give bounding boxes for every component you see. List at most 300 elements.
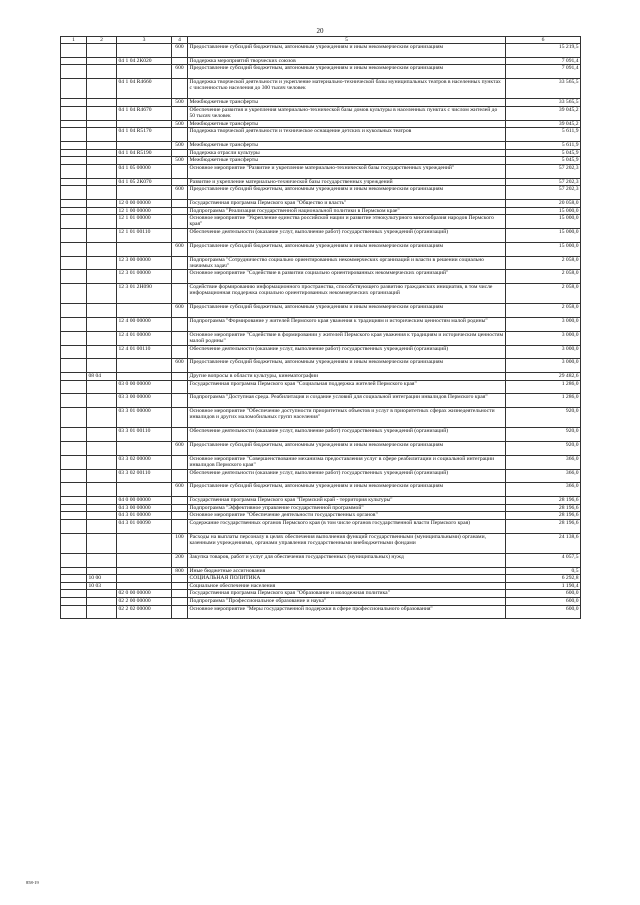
cell-section-code: [87, 380, 117, 394]
cell-blank: [61, 106, 87, 120]
cell-target-article: 03 3 02 00110: [117, 469, 172, 483]
cell-amount: 24 138,6: [506, 533, 581, 553]
table-body: [61, 44, 581, 619]
cell-target-article: 03 3 02 00000: [117, 455, 172, 469]
cell-name: Обеспечение развития и укрепления материально-технической базы домов культуры в населенных пунктах с числом жителей до 50 тысяч человек: [188, 106, 506, 120]
cell-blank: [61, 178, 87, 186]
cell-expense-type: [172, 331, 188, 345]
cell-amount: 2 058,0: [506, 304, 581, 318]
table-row: [61, 428, 581, 442]
cell-expense-type: 500: [172, 120, 188, 128]
cell-section-code: [87, 605, 117, 619]
cell-section-code: [87, 304, 117, 318]
table-row: [61, 504, 581, 512]
table-row: [61, 520, 581, 534]
cell-target-article: 04 1 05 2К070: [117, 178, 172, 186]
cell-section-code: [87, 598, 117, 606]
cell-blank: [61, 373, 87, 381]
cell-target-article: [117, 442, 172, 456]
column-header: 3: [117, 37, 172, 44]
cell-blank: [61, 228, 87, 242]
cell-blank: [61, 199, 87, 207]
cell-expense-type: [172, 598, 188, 606]
cell-blank: [61, 270, 87, 284]
column-header: 1: [61, 37, 87, 44]
cell-section-code: [87, 428, 117, 442]
cell-name: Другие вопросы в области культуры, кинематографии: [188, 373, 506, 381]
cell-blank: [61, 483, 87, 497]
cell-target-article: [117, 186, 172, 200]
cell-expense-type: 500: [172, 141, 188, 149]
cell-amount: 39 045,2: [506, 120, 581, 128]
cell-amount: 5 611,9: [506, 141, 581, 149]
cell-target-article: 12 4 01 00110: [117, 345, 172, 359]
cell-expense-type: [172, 270, 188, 284]
table-row: [61, 394, 581, 408]
cell-name: Предоставление субсидий бюджетным, автономным учреждениям и иным некоммерческим организациям: [188, 304, 506, 318]
cell-amount: 2 058,0: [506, 284, 581, 304]
cell-amount: 20 058,0: [506, 199, 581, 207]
cell-name: Обеспечение деятельности (оказание услуг, выполнение работ) государственных учреждений (организаций): [188, 428, 506, 442]
cell-target-article: [117, 373, 172, 381]
cell-amount: 600,0: [506, 598, 581, 606]
cell-amount: 39 045,2: [506, 106, 581, 120]
cell-amount: 1 190,4: [506, 582, 581, 590]
cell-target-article: 04 1 05 00000: [117, 164, 172, 178]
cell-amount: 15 000,0: [506, 207, 581, 215]
cell-target-article: [117, 582, 172, 590]
cell-amount: 4 057,5: [506, 553, 581, 567]
cell-section-code: [87, 141, 117, 149]
cell-expense-type: [172, 408, 188, 428]
cell-expense-type: [172, 345, 188, 359]
cell-expense-type: [172, 575, 188, 583]
cell-target-article: [117, 65, 172, 79]
cell-name: Предоставление субсидий бюджетным, автономным учреждениям и иным некоммерческим организациям: [188, 44, 506, 58]
cell-section-code: 10 03: [87, 582, 117, 590]
cell-name: Предоставление субсидий бюджетным, автономным учреждениям и иным некоммерческим организациям: [188, 359, 506, 373]
table-row: [61, 120, 581, 128]
cell-blank: [61, 590, 87, 598]
cell-name: Обеспечение деятельности (оказание услуг, выполнение работ) государственных учреждений (организаций): [188, 469, 506, 483]
table-row: [61, 483, 581, 497]
cell-blank: [61, 469, 87, 483]
table-row: [61, 141, 581, 149]
cell-section-code: 10 00: [87, 575, 117, 583]
cell-name: Подпрограмма "Реализация государственной национальной политики в Пермском крае": [188, 207, 506, 215]
cell-section-code: [87, 504, 117, 512]
cell-blank: [61, 331, 87, 345]
cell-target-article: 04 3 01 00000: [117, 512, 172, 520]
cell-expense-type: [172, 207, 188, 215]
cell-blank: [61, 242, 87, 256]
cell-expense-type: [172, 128, 188, 142]
cell-target-article: 12 3 00 00000: [117, 256, 172, 270]
cell-section-code: [87, 483, 117, 497]
cell-target-article: 12 3 01 2Н090: [117, 284, 172, 304]
table-row: [61, 598, 581, 606]
cell-blank: [61, 57, 87, 65]
cell-amount: 3 000,0: [506, 331, 581, 345]
table-row: [61, 149, 581, 157]
cell-blank: [61, 65, 87, 79]
cell-name: Поддержка отрасли культуры: [188, 149, 506, 157]
cell-expense-type: 600: [172, 483, 188, 497]
cell-blank: [61, 256, 87, 270]
cell-amount: 2 058,0: [506, 256, 581, 270]
cell-amount: 920,0: [506, 408, 581, 428]
column-header: 2: [87, 37, 117, 44]
table-row: [61, 228, 581, 242]
cell-name: Основное мероприятие "Меры государственной поддержки в сфере профессионального образования": [188, 605, 506, 619]
table-row: [61, 605, 581, 619]
cell-target-article: 12 1 01 00110: [117, 228, 172, 242]
cell-expense-type: 600: [172, 186, 188, 200]
table-row: [61, 575, 581, 583]
cell-target-article: 12 1 00 00000: [117, 207, 172, 215]
cell-target-article: 12 0 00 00000: [117, 199, 172, 207]
cell-amount: 3 000,0: [506, 345, 581, 359]
budget-table-container: [60, 36, 580, 619]
cell-section-code: [87, 120, 117, 128]
cell-blank: [61, 304, 87, 318]
cell-amount: 600,0: [506, 605, 581, 619]
cell-expense-type: [172, 497, 188, 505]
table-row: [61, 128, 581, 142]
cell-name: Подпрограмма "Формирование у жителей Пермского края уважения к традициям и историческим ценностям малой родины": [188, 317, 506, 331]
cell-target-article: [117, 141, 172, 149]
cell-amount: 5 611,9: [506, 128, 581, 142]
cell-name: Предоставление субсидий бюджетным, автономным учреждениям и иным некоммерческим организациям: [188, 186, 506, 200]
cell-blank: [61, 99, 87, 107]
cell-blank: [61, 575, 87, 583]
column-header: 6: [506, 37, 581, 44]
cell-amount: 57 202,3: [506, 186, 581, 200]
cell-target-article: 04 1 04 R4670: [117, 106, 172, 120]
cell-blank: [61, 605, 87, 619]
cell-name: Основное мероприятие "Содействие в формировании у жителей Пермского края уважения к традициям и историческим ценностям малой родины": [188, 331, 506, 345]
cell-amount: 57 202,3: [506, 178, 581, 186]
cell-expense-type: [172, 106, 188, 120]
cell-blank: [61, 79, 87, 99]
table-row: [61, 256, 581, 270]
cell-section-code: [87, 157, 117, 165]
table-row: [61, 270, 581, 284]
cell-amount: 33 565,5: [506, 99, 581, 107]
cell-blank: [61, 380, 87, 394]
cell-section-code: [87, 242, 117, 256]
cell-target-article: 02 2 02 00000: [117, 605, 172, 619]
cell-amount: 15 000,0: [506, 228, 581, 242]
table-row: [61, 186, 581, 200]
table-row: [61, 106, 581, 120]
table-row: [61, 164, 581, 178]
cell-name: Содействие формированию информационного пространства, способствующего развитию гражданских инициатив, в том числе информационная поддержка социально ориентированных некоммерческих организаций: [188, 284, 506, 304]
cell-blank: [61, 442, 87, 456]
cell-section-code: [87, 317, 117, 331]
cell-expense-type: 600: [172, 44, 188, 58]
cell-target-article: [117, 304, 172, 318]
cell-blank: [61, 567, 87, 575]
cell-blank: [61, 284, 87, 304]
cell-amount: 57 202,3: [506, 164, 581, 178]
cell-name: Основное мероприятие "Содействие в развитии социально ориентированных некоммерческих организаций": [188, 270, 506, 284]
table-row: [61, 380, 581, 394]
budget-table: [60, 36, 581, 619]
cell-target-article: 12 4 00 00000: [117, 317, 172, 331]
table-row: [61, 242, 581, 256]
cell-section-code: [87, 106, 117, 120]
table-row: [61, 582, 581, 590]
cell-amount: 0,5: [506, 567, 581, 575]
cell-expense-type: [172, 57, 188, 65]
table-row: [61, 79, 581, 99]
cell-amount: 6 292,8: [506, 575, 581, 583]
cell-name: Основное мероприятие "Развитие и укрепление материально-технической базы государственных учреждений": [188, 164, 506, 178]
cell-section-code: [87, 359, 117, 373]
cell-section-code: [87, 533, 117, 553]
cell-expense-type: [172, 582, 188, 590]
cell-blank: [61, 44, 87, 58]
cell-blank: [61, 141, 87, 149]
table-row: [61, 215, 581, 229]
cell-expense-type: 800: [172, 567, 188, 575]
cell-amount: 366,0: [506, 455, 581, 469]
cell-name: Поддержка мероприятий творческих союзов: [188, 57, 506, 65]
cell-section-code: [87, 128, 117, 142]
cell-section-code: [87, 408, 117, 428]
cell-expense-type: 500: [172, 99, 188, 107]
cell-name: СОЦИАЛЬНАЯ ПОЛИТИКА: [188, 575, 506, 583]
cell-section-code: [87, 520, 117, 534]
cell-target-article: 03 0 00 00000: [117, 380, 172, 394]
cell-name: Предоставление субсидий бюджетным, автономным учреждениям и иным некоммерческим организациям: [188, 242, 506, 256]
cell-target-article: 04 3 01 00090: [117, 520, 172, 534]
cell-section-code: [87, 186, 117, 200]
cell-blank: [61, 215, 87, 229]
cell-blank: [61, 598, 87, 606]
cell-blank: [61, 149, 87, 157]
cell-blank: [61, 553, 87, 567]
cell-section-code: [87, 394, 117, 408]
cell-amount: 3 000,0: [506, 359, 581, 373]
table-row: [61, 590, 581, 598]
cell-target-article: [117, 359, 172, 373]
cell-blank: [61, 408, 87, 428]
cell-amount: 2 058,0: [506, 270, 581, 284]
cell-expense-type: [172, 520, 188, 534]
cell-name: Предоставление субсидий бюджетным, автономным учреждениям и иным некоммерческим организациям: [188, 65, 506, 79]
cell-name: Подпрограмма "Профессиональное образование и наука": [188, 598, 506, 606]
cell-name: Основное мероприятие "Обеспечение доступности приоритетных объектов и услуг в приоритетных сферах жизнедеятельности инвалидов и других маломобильных групп населения": [188, 408, 506, 428]
table-row: [61, 44, 581, 58]
cell-blank: [61, 120, 87, 128]
cell-target-article: [117, 553, 172, 567]
cell-amount: 15 219,5: [506, 44, 581, 58]
cell-name: Поддержка творческой деятельности и укрепление материально-технической базы муниципальных театров в населенных пунктах с численностью населения до 300 тысяч человек: [188, 79, 506, 99]
cell-amount: 7 091,4: [506, 57, 581, 65]
cell-amount: 1 286,0: [506, 394, 581, 408]
table-row: [61, 553, 581, 567]
table-row: [61, 567, 581, 575]
cell-blank: [61, 207, 87, 215]
cell-target-article: [117, 99, 172, 107]
column-header-row: [61, 37, 581, 44]
cell-amount: 5 045,9: [506, 157, 581, 165]
cell-expense-type: [172, 504, 188, 512]
table-row: [61, 57, 581, 65]
cell-amount: 29 482,6: [506, 373, 581, 381]
cell-expense-type: [172, 512, 188, 520]
table-row: [61, 359, 581, 373]
table-row: [61, 284, 581, 304]
cell-section-code: [87, 207, 117, 215]
cell-target-article: 04 1 04 R5190: [117, 149, 172, 157]
cell-expense-type: [172, 428, 188, 442]
cell-expense-type: [172, 149, 188, 157]
cell-expense-type: [172, 455, 188, 469]
cell-target-article: 04 1 04 R4660: [117, 79, 172, 99]
cell-amount: 920,0: [506, 428, 581, 442]
table-row: [61, 469, 581, 483]
cell-name: Содержание государственных органов Пермского края (в том числе органов государственной власти Пермского края): [188, 520, 506, 534]
cell-target-article: [117, 44, 172, 58]
cell-blank: [61, 157, 87, 165]
cell-expense-type: 600: [172, 442, 188, 456]
cell-name: Межбюджетные трансферты: [188, 141, 506, 149]
cell-target-article: 03 3 01 00000: [117, 408, 172, 428]
cell-name: Предоставление субсидий бюджетным, автономным учреждениям и иным некоммерческим организациям: [188, 442, 506, 456]
cell-target-article: 04 1 04 2К020: [117, 57, 172, 65]
cell-blank: [61, 359, 87, 373]
cell-section-code: [87, 256, 117, 270]
cell-name: Основное мероприятие "Обеспечение деятельности государственных органов": [188, 512, 506, 520]
cell-blank: [61, 186, 87, 200]
cell-name: Государственная программа Пермского края "Пермский край - территория культуры": [188, 497, 506, 505]
cell-name: Межбюджетные трансферты: [188, 157, 506, 165]
cell-expense-type: 600: [172, 304, 188, 318]
cell-section-code: [87, 65, 117, 79]
table-row: [61, 99, 581, 107]
table-row: [61, 178, 581, 186]
cell-section-code: 08 04: [87, 373, 117, 381]
cell-name: Государственная программа Пермского края "Образование и молодежная политика": [188, 590, 506, 598]
cell-target-article: 02 0 00 00000: [117, 590, 172, 598]
cell-amount: 7 091,4: [506, 65, 581, 79]
cell-expense-type: [172, 79, 188, 99]
cell-name: Расходы на выплаты персоналу в целях обеспечения выполнения функций государственными (муниципальными) органами, казенными учреждениями, органами управления государственными внебюджетными фондами: [188, 533, 506, 553]
cell-target-article: 03 3 00 00000: [117, 394, 172, 408]
cell-expense-type: 100: [172, 533, 188, 553]
cell-section-code: [87, 567, 117, 575]
cell-target-article: 12 4 01 00000: [117, 331, 172, 345]
cell-section-code: [87, 228, 117, 242]
cell-blank: [61, 317, 87, 331]
cell-target-article: [117, 242, 172, 256]
table-row: [61, 497, 581, 505]
cell-amount: 15 000,0: [506, 215, 581, 229]
cell-name: Государственная программа Пермского края "Социальная поддержка жителей Пермского края": [188, 380, 506, 394]
cell-name: Подпрограмма "Сотрудничество социально ориентированных некоммерческих организаций и власти в решении социально значимых задач": [188, 256, 506, 270]
cell-target-article: 12 1 01 00000: [117, 215, 172, 229]
cell-target-article: 02 2 00 00000: [117, 598, 172, 606]
cell-section-code: [87, 497, 117, 505]
cell-expense-type: 600: [172, 359, 188, 373]
cell-blank: [61, 164, 87, 178]
cell-expense-type: [172, 178, 188, 186]
table-row: [61, 304, 581, 318]
table-row: [61, 157, 581, 165]
cell-section-code: [87, 512, 117, 520]
table-row: [61, 345, 581, 359]
cell-blank: [61, 128, 87, 142]
table-row: [61, 373, 581, 381]
page-number: 20: [316, 27, 324, 35]
cell-target-article: [117, 575, 172, 583]
cell-section-code: [87, 57, 117, 65]
cell-expense-type: [172, 394, 188, 408]
cell-name: Обеспечение деятельности (оказание услуг, выполнение работ) государственных учреждений (организаций): [188, 228, 506, 242]
cell-blank: [61, 497, 87, 505]
cell-section-code: [87, 178, 117, 186]
cell-expense-type: 600: [172, 65, 188, 79]
cell-name: Государственная программа Пермского края "Общество и власть": [188, 199, 506, 207]
cell-name: Межбюджетные трансферты: [188, 99, 506, 107]
cell-target-article: 04 3 00 00000: [117, 504, 172, 512]
cell-section-code: [87, 284, 117, 304]
cell-amount: 600,0: [506, 590, 581, 598]
table-row: [61, 408, 581, 428]
table-row: [61, 317, 581, 331]
table-row: [61, 512, 581, 520]
cell-name: Межбюджетные трансферты: [188, 120, 506, 128]
cell-expense-type: [172, 256, 188, 270]
cell-amount: 5 045,9: [506, 149, 581, 157]
cell-section-code: [87, 469, 117, 483]
cell-expense-type: [172, 469, 188, 483]
cell-blank: [61, 533, 87, 553]
cell-amount: 3 000,0: [506, 317, 581, 331]
column-header: 5: [188, 37, 506, 44]
cell-blank: [61, 512, 87, 520]
cell-target-article: [117, 120, 172, 128]
cell-section-code: [87, 455, 117, 469]
table-row: [61, 199, 581, 207]
cell-amount: 920,0: [506, 442, 581, 456]
cell-amount: 28 196,6: [506, 504, 581, 512]
cell-section-code: [87, 590, 117, 598]
cell-target-article: 04 0 00 00000: [117, 497, 172, 505]
cell-expense-type: [172, 373, 188, 381]
cell-section-code: [87, 199, 117, 207]
cell-blank: [61, 345, 87, 359]
cell-target-article: 12 3 01 00000: [117, 270, 172, 284]
cell-section-code: [87, 79, 117, 99]
cell-section-code: [87, 215, 117, 229]
cell-expense-type: [172, 215, 188, 229]
cell-name: Развитие и укрепление материально-технической базы государственных учреждений: [188, 178, 506, 186]
cell-target-article: [117, 567, 172, 575]
cell-section-code: [87, 345, 117, 359]
cell-amount: 1 286,0: [506, 380, 581, 394]
document-footer-mark: 858-19: [26, 880, 39, 885]
cell-amount: 28 196,6: [506, 512, 581, 520]
cell-expense-type: [172, 284, 188, 304]
cell-expense-type: [172, 199, 188, 207]
cell-blank: [61, 455, 87, 469]
cell-expense-type: [172, 317, 188, 331]
cell-amount: 366,0: [506, 469, 581, 483]
